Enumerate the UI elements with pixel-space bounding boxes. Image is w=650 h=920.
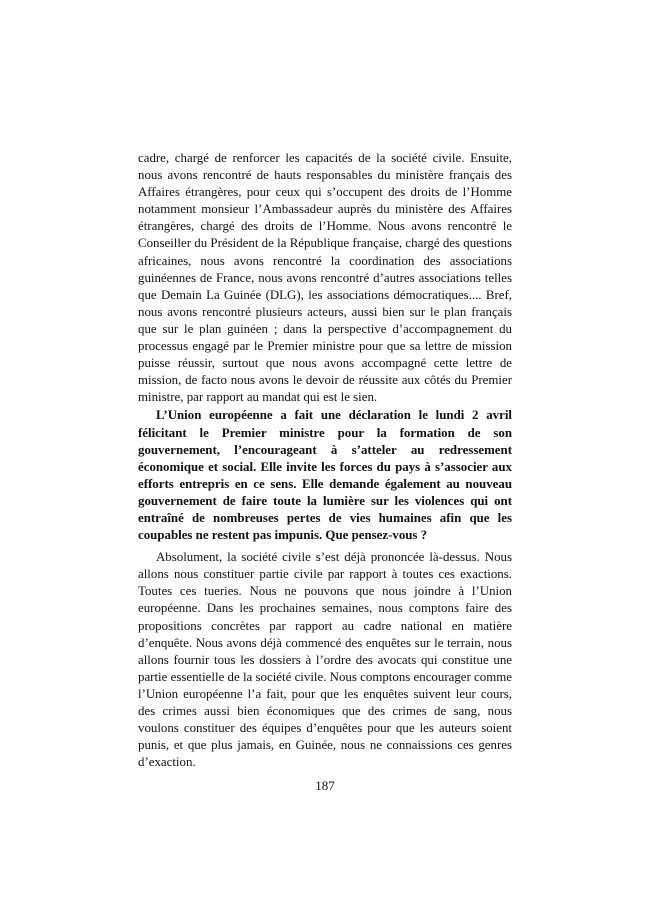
paragraph-question: L’Union européenne a fait une déclaration le lundi 2 avril félicitant le Premier ministre pour la formation de son gouvernement, l’encourageant à s’atteler au redressement économique et social. Elle invite les forces du pays à s’associer aux efforts entrepris en ce sens. Elle demande également au nouveau gouvernement de faire toute la lumière sur les violences qui ont entraîné de nombreuses pertes de vies humaines afin que les coupables ne restent pas impunis. Que pensez-vous ? bbox=[138, 408, 512, 543]
page-number: 187 bbox=[315, 778, 335, 793]
paragraph-answer: Absolument, la société civile s’est déjà prononcée là-dessus. Nous allons nous constituer partie civile par rapport à toutes ces exactions. Toutes ces tueries. Nous ne pouvons que nous joindre à l’Union européenne. Dans les prochaines semaines, nous comptons faire des propositions concrètes par rapport au cadre national en matière d’enquête. Nous avons déjà commencé des enquêtes sur le terrain, nous allons fournir tous les dossiers à l’ordre des avocats qui constitue une partie essentielle de la société civile. Nous comptons encourager comme l’Union européenne l’a fait, pour que les enquêtes suivent leur cours, des crimes aussi bien économiques que des crimes de sang, nous voulons constituer des équipes d’enquêtes pour que les auteurs soient punis, et que plus jamais, en Guinée, nous ne connaissions ces genres d’exaction. bbox=[138, 550, 512, 770]
body-text bbox=[138, 150, 512, 771]
paragraph-continued: cadre, chargé de renforcer les capacités de la société civile. Ensuite, nous avons rencontré de hauts responsables du ministère français des Affaires étrangères, pour ceux qui s’occupent des droits de l’Homme notamment monsieur l’Ambassadeur auprès du ministère des Affaires étrangères, chargé des droits de l’Homme. Nous avons rencontré le Conseiller du Président de la République française, chargé des questions africaines, nous avons rencontré la coordination des associations guinéennes de France, nous avons rencontré d’autres associations telles que Demain La Guinée (DLG), les associations démocratiques.... Bref, nous avons rencontré plusieurs acteurs, aussi bien sur le plan français que sur le plan guinéen ; dans la perspective d’accompagnement du processus engagé par le Premier ministre pour que sa lettre de mission puisse réussir, surtout que nous avons accompagné cette lettre de mission, de facto nous avons le devoir de réussite aux côtés du Premier ministre, par rapport au mandat qui est le sien. bbox=[138, 151, 512, 405]
